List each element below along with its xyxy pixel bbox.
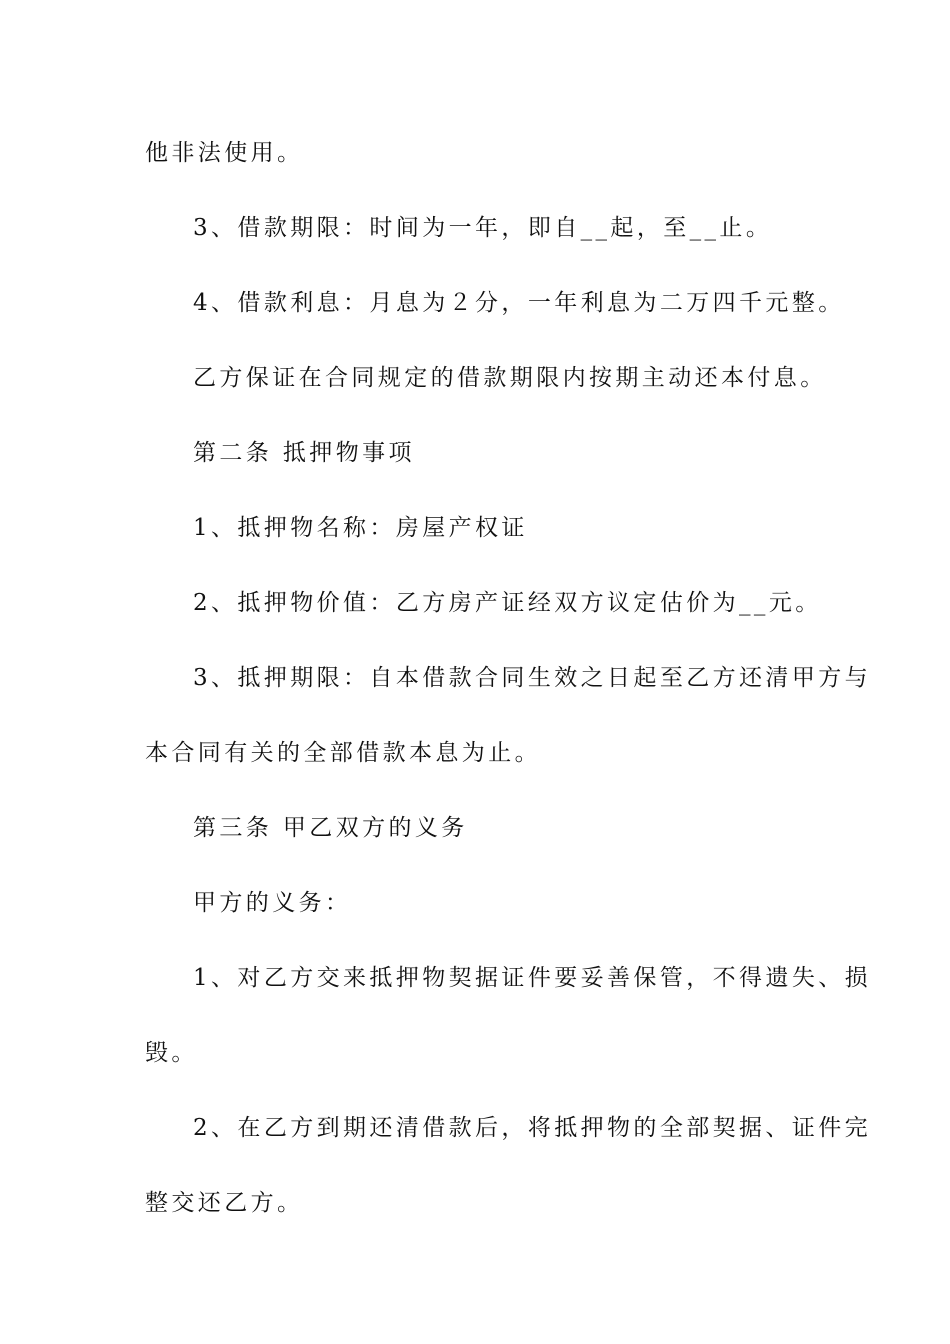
section-heading-article-3: 第三条 甲乙双方的义务	[193, 815, 468, 841]
subheading-party-a-obligations: 甲方的义务：	[193, 890, 352, 916]
obligation-item-2-continuation: 整交还乙方。	[145, 1190, 304, 1216]
clause-collateral-period: 3、抵押期限：自本借款合同生效之日起至乙方还清甲方与	[193, 665, 872, 691]
obligation-item-1: 1、对乙方交来抵押物契据证件要妥善保管，不得遗失、损	[193, 965, 872, 991]
clause-collateral-period-continuation: 本合同有关的全部借款本息为止。	[145, 740, 541, 766]
section-heading-article-2: 第二条 抵押物事项	[193, 440, 415, 466]
document-body	[145, 125, 872, 1250]
obligation-item-1-continuation: 毁。	[145, 1040, 198, 1066]
obligation-item-2: 2、在乙方到期还清借款后，将抵押物的全部契据、证件完	[193, 1115, 872, 1141]
clause-repayment-guarantee: 乙方保证在合同规定的借款期限内按期主动还本付息。	[193, 365, 827, 391]
clause-collateral-name: 1、抵押物名称：房屋产权证	[193, 515, 528, 541]
clause-loan-term: 3、借款期限：时间为一年，即自__起，至__止。	[193, 215, 773, 241]
clause-collateral-value: 2、抵押物价值：乙方房产证经双方议定估价为__元。	[193, 590, 822, 616]
paragraph-continuation: 他非法使用。	[145, 140, 304, 166]
clause-loan-interest: 4、借款利息：月息为２分，一年利息为二万四千元整。	[193, 290, 845, 316]
